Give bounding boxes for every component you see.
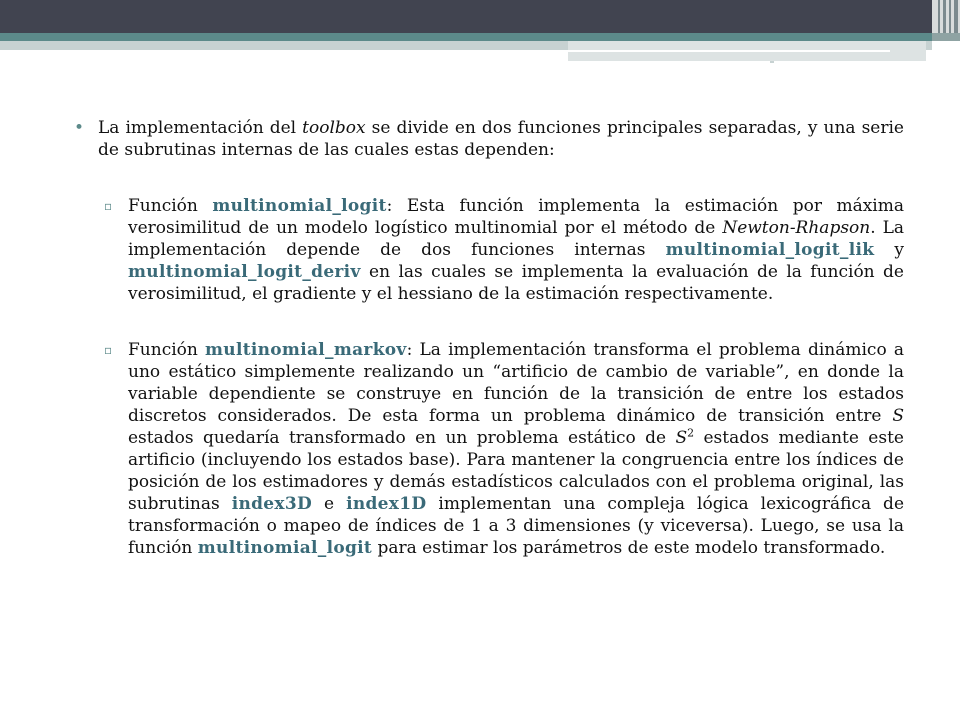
item1-text-4: y (874, 240, 904, 260)
function-name-multinomial-markov: multinomial_markov (205, 340, 407, 360)
sub-bullet-icon: ▫ (104, 343, 113, 357)
function-name-index1d: index1D (346, 494, 427, 514)
header-stripes (932, 0, 960, 33)
item2-text-1: Función (128, 340, 205, 360)
item2-text-5: e (312, 494, 347, 514)
intro-text-1: La implementación del (98, 118, 303, 138)
newton-rhapson-term: Newton-Rhapson (722, 218, 871, 238)
item2-text-3: estados quedaría transformado en un problema estático de (128, 428, 676, 448)
item2-text-6: implementan una compleja lógica lexicográfica de transformación o mapeo de índices de 1 a 3 dimensiones (y viceversa). Luego, se usa la función (128, 494, 905, 558)
sub-bullet-icon: ▫ (104, 199, 113, 213)
item2-text-2: : La implementación transforma el problema dinámico a uno estático simplemente realizando un “artificio de cambio de variable”, en donde la variable dependiente se construye en función de la transición de entre los estados discretos considerados. De esta forma un problema dinámico de transición entre (128, 340, 904, 426)
intro-paragraph (74, 117, 904, 161)
header-teal-bar-end (932, 33, 960, 41)
function-name-multinomial-logit: multinomial_logit (212, 196, 387, 216)
header-small-line (770, 61, 774, 63)
slide-body (74, 117, 904, 559)
header-dark-bar (0, 0, 932, 33)
states-symbol: S (892, 406, 904, 426)
function-logit-paragraph (74, 195, 904, 305)
function-markov-paragraph (74, 339, 904, 559)
function-name-lik: multinomial_logit_lik (665, 240, 875, 260)
header-teal-bar (0, 33, 932, 41)
intro-text-2: se divide en dos funciones principales separadas, y una serie de subrutinas internas de las cuales estas dependen: (98, 118, 904, 160)
item1-text-2: : Esta función implementa la estimación por máxima verosimilitud de un modelo logístico multinomial por el método de (128, 196, 904, 238)
states-symbol-squared: S (675, 428, 688, 448)
function-name-deriv: multinomial_logit_deriv (128, 262, 361, 282)
toolbox-term: toolbox (302, 118, 366, 138)
item1-text-3: . La implementación depende de dos funciones internas (128, 218, 904, 260)
item2-text-7: para estimar los parámetros de este modelo transformado. (372, 538, 886, 558)
bullet-icon: • (74, 118, 85, 138)
item2-text-4: estados mediante este artificio (incluyendo los estados base). Para mantener la congruencia entre los índices de posición de los estimadores y demás estadísticos calculados con el problema original, las subrutinas (128, 428, 904, 514)
function-name-index3d: index3D (231, 494, 313, 514)
item1-text-1: Función (128, 196, 213, 216)
exponent: 2 (687, 426, 695, 440)
item1-text-5: en las cuales se implementa la evaluación de la función de verosimilitud, el gradiente y el hessiano de la estimación respectivamente. (128, 262, 904, 304)
header-white-line (568, 50, 890, 52)
function-name-multinomial-logit-2: multinomial_logit (197, 538, 373, 558)
